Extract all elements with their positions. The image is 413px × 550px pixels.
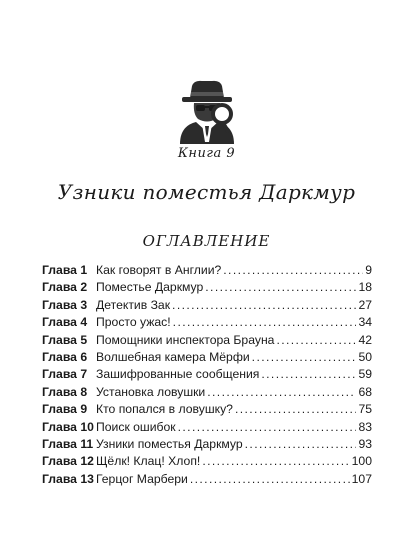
dot-leader bbox=[173, 314, 357, 331]
chapter-page: 9 bbox=[365, 263, 372, 277]
chapter-page: 27 bbox=[358, 297, 372, 312]
table-of-contents bbox=[42, 262, 372, 488]
dot-leader bbox=[172, 297, 356, 314]
chapter-label: Глава 13 bbox=[42, 471, 94, 486]
chapter-label: Глава 7 bbox=[42, 367, 88, 382]
chapter-page: 42 bbox=[358, 332, 372, 347]
chapter-title: Поместье Даркмур bbox=[96, 280, 204, 295]
chapter-title: Герцог Марбери bbox=[96, 471, 188, 486]
chapter-page: 83 bbox=[358, 419, 372, 434]
chapter-title: Как говорят в Англии? bbox=[96, 263, 222, 277]
toc-heading: ОГЛАВЛЕНИЕ bbox=[142, 232, 271, 250]
chapter-title: Просто ужас! bbox=[96, 315, 171, 330]
toc-row bbox=[42, 262, 372, 279]
toc-row bbox=[42, 332, 372, 349]
chapter-label: Глава 2 bbox=[42, 280, 88, 295]
chapter-page: 93 bbox=[358, 436, 372, 451]
chapter-page: 18 bbox=[358, 280, 372, 295]
chapter-page: 59 bbox=[358, 367, 372, 382]
chapter-page: 75 bbox=[358, 402, 372, 417]
chapter-title: Узники поместья Даркмур bbox=[96, 436, 243, 451]
dot-leader bbox=[252, 349, 357, 366]
dot-leader bbox=[245, 436, 357, 453]
chapter-label: Глава 6 bbox=[42, 349, 88, 364]
chapter-label: Глава 10 bbox=[42, 419, 94, 434]
dot-leader bbox=[235, 401, 356, 418]
toc-row bbox=[42, 349, 372, 366]
book-number: Книга 9 bbox=[177, 146, 236, 161]
chapter-page: 68 bbox=[358, 384, 372, 399]
chapter-page: 34 bbox=[358, 315, 372, 330]
toc-row bbox=[42, 471, 372, 488]
toc-row bbox=[42, 279, 372, 296]
toc-row bbox=[42, 384, 372, 401]
chapter-label: Глава 5 bbox=[42, 332, 88, 347]
chapter-title: Волшебная камера Мёрфи bbox=[96, 349, 250, 364]
chapter-title: Кто попался в ловушку? bbox=[96, 402, 233, 417]
chapter-label: Глава 4 bbox=[42, 315, 88, 330]
dot-leader bbox=[202, 453, 349, 470]
toc-row bbox=[42, 436, 372, 453]
dot-leader bbox=[207, 384, 356, 401]
chapter-label: Глава 3 bbox=[42, 297, 88, 312]
dot-leader bbox=[223, 262, 363, 279]
chapter-title: Щёлк! Клац! Хлоп! bbox=[96, 454, 201, 469]
dot-leader bbox=[178, 419, 357, 436]
chapter-title: Детектив Зак bbox=[96, 297, 171, 312]
toc-row bbox=[42, 401, 372, 418]
dot-leader bbox=[205, 279, 356, 296]
chapter-label: Глава 1 bbox=[42, 263, 88, 277]
chapter-title: Установка ловушки bbox=[96, 384, 206, 399]
chapter-title: Помощники инспектора Брауна bbox=[96, 332, 275, 347]
toc-row bbox=[42, 419, 372, 436]
chapter-label: Глава 11 bbox=[42, 436, 94, 451]
dot-leader bbox=[276, 332, 356, 349]
toc-row bbox=[42, 314, 372, 331]
toc-row bbox=[42, 297, 372, 314]
detective-icon bbox=[172, 74, 242, 144]
book-title: Узники поместья Даркмур bbox=[57, 180, 356, 204]
dot-leader bbox=[190, 471, 350, 488]
chapter-title: Поиск ошибок bbox=[96, 419, 176, 434]
toc-row bbox=[42, 366, 372, 383]
chapter-label: Глава 12 bbox=[42, 454, 94, 469]
chapter-page: 100 bbox=[351, 454, 372, 469]
chapter-label: Глава 9 bbox=[42, 402, 88, 417]
chapter-title: Зашифрованные сообщения bbox=[96, 367, 260, 382]
chapter-label: Глава 8 bbox=[42, 384, 88, 399]
chapter-page: 50 bbox=[358, 349, 372, 364]
chapter-page: 107 bbox=[351, 471, 372, 486]
toc-row bbox=[42, 453, 372, 470]
dot-leader bbox=[261, 366, 356, 383]
